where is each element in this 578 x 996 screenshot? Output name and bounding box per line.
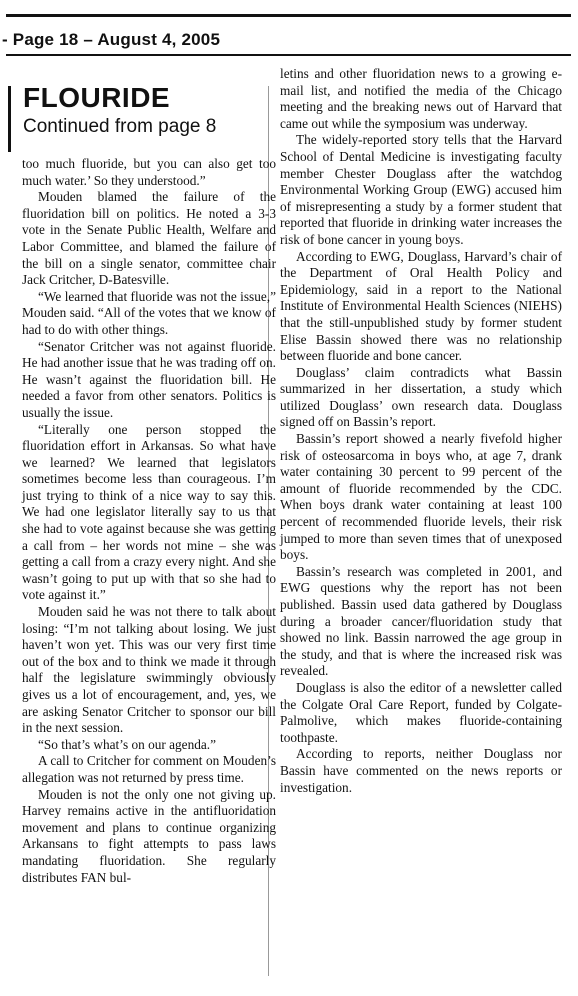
article-column-right [280, 66, 562, 796]
header-rule-bottom [6, 54, 571, 56]
headline-block [8, 82, 266, 156]
page-folio: - Page 18 – August 4, 2005 [2, 30, 221, 49]
paragraph: “So that’s what’s on our agenda.” [38, 736, 216, 752]
paragraph: Douglass is also the editor of a newsletter called the Colgate Oral Care Report, funded by Colgate-Palmolive, which makes fluoride-containing toothpaste. [280, 679, 562, 745]
paragraph: Bassin’s report showed a nearly fivefold higher risk of osteosarcoma in boys who, at age 7, drank water containing 30 percent to 99 percent of the amount of fluoride recommended by the CDC. When boys drank water containing at least 100 percent of recommended fluoride levels, their risk jumped to more than seven times that of unexposed boys. [280, 431, 562, 563]
paragraph: letins and other fluoridation news to a growing e-mail list, and notified the media of the Chicago meeting and the breaking news out of Harvard that came out while the symposium was underway. [280, 66, 562, 131]
paragraph: too much fluoride, but you can also get too much water.’ So they understood.” [22, 156, 276, 188]
paragraph: Mouden is not the only one not giving up. Harvey remains active in the antifluoridation movement and plans to continue organizing Arkansans to fight attempts to pass laws mandating fluoridation. She regularly distributes FAN bul- [22, 786, 276, 885]
header-rule-top [6, 14, 571, 17]
page-header [0, 0, 578, 62]
headline-bar [8, 86, 11, 152]
paragraph: According to EWG, Douglass, Harvard’s chair of the Department of Oral Health Policy and Epidemiology, said in a report to the National Institute of Environmental Health Sciences (NIEHS) that the still-unpublished study by former student Elise Bassin showed there was no relationship between fluoride and bone cancer. [280, 248, 562, 364]
paragraph: Mouden blamed the failure of the fluoridation bill on politics. He noted a 3-3 vote in the Senate Public Health, Welfare and Labor Committee, and blamed the failure of the bill on a single senator, committee chair Jack Critcher, D-Batesville. [22, 189, 276, 288]
paragraph: Mouden said he was not there to talk about losing: “I’m not talking about losing. We just haven’t won yet. This was our very first time out of the box and to think we made it through half the legislature swimmingly obviously gives us a lot of encouragement, and, yes, we are asking Senator Critcher to sponsor our bill in the next session. [22, 604, 276, 736]
article-column-left [22, 156, 276, 886]
paragraph: The widely-reported story tells that the Harvard School of Dental Medicine is investigating faculty member Chester Douglass after the watchdog Environmental Working Group (EWG) accused him of misrepresenting a study by a former student that reported that fluoride in drinking water increases the risk of bone cancer in young boys. [280, 132, 562, 247]
paragraph: According to reports, neither Douglass nor Bassin have commented on the news reports or investigation. [280, 746, 562, 795]
paragraph: “Literally one person stopped the fluoridation effort in Arkansas. So what have we learned? We learned that legislators sometimes become less than courageous. I’m just trying to think of a nice way to say this. We had one legislator literally say to us that she had to vote against because she was getting a call from – her words not mine – she was getting a call from a crazy every night. And she wasn’t going to put up with that so she had to vote against it.” [22, 421, 276, 603]
article-headline: FLOURIDE [23, 82, 171, 113]
paragraph: Bassin’s research was completed in 2001, and EWG questions why the report has not been published. Bassin used data gathered by Douglass during a broader cancer/fluoridation study that showed no link. Bassin narrowed the age group in the study, and that is where the increased risk was revealed. [280, 563, 562, 679]
paragraph: Douglass’ claim contradicts what Bassin summarized in her dissertation, a study which utilized Douglass’ own research data. Douglass signed off on Bassin’s report. [280, 364, 562, 430]
paragraph: “We learned that fluoride was not the issue,” Mouden said. “All of the votes that we know of had to do with other things. [22, 288, 276, 337]
paragraph: “Senator Critcher was not against fluoride. He had another issue that he was trading off on. He wasn’t against the fluoridation bill. He needed a favor from other senators. Politics is usually the issue. [22, 338, 276, 420]
continued-line: Continued from page 8 [23, 116, 217, 137]
paragraph: A call to Critcher for comment on Mouden’s allegation was not returned by press time. [22, 753, 276, 785]
